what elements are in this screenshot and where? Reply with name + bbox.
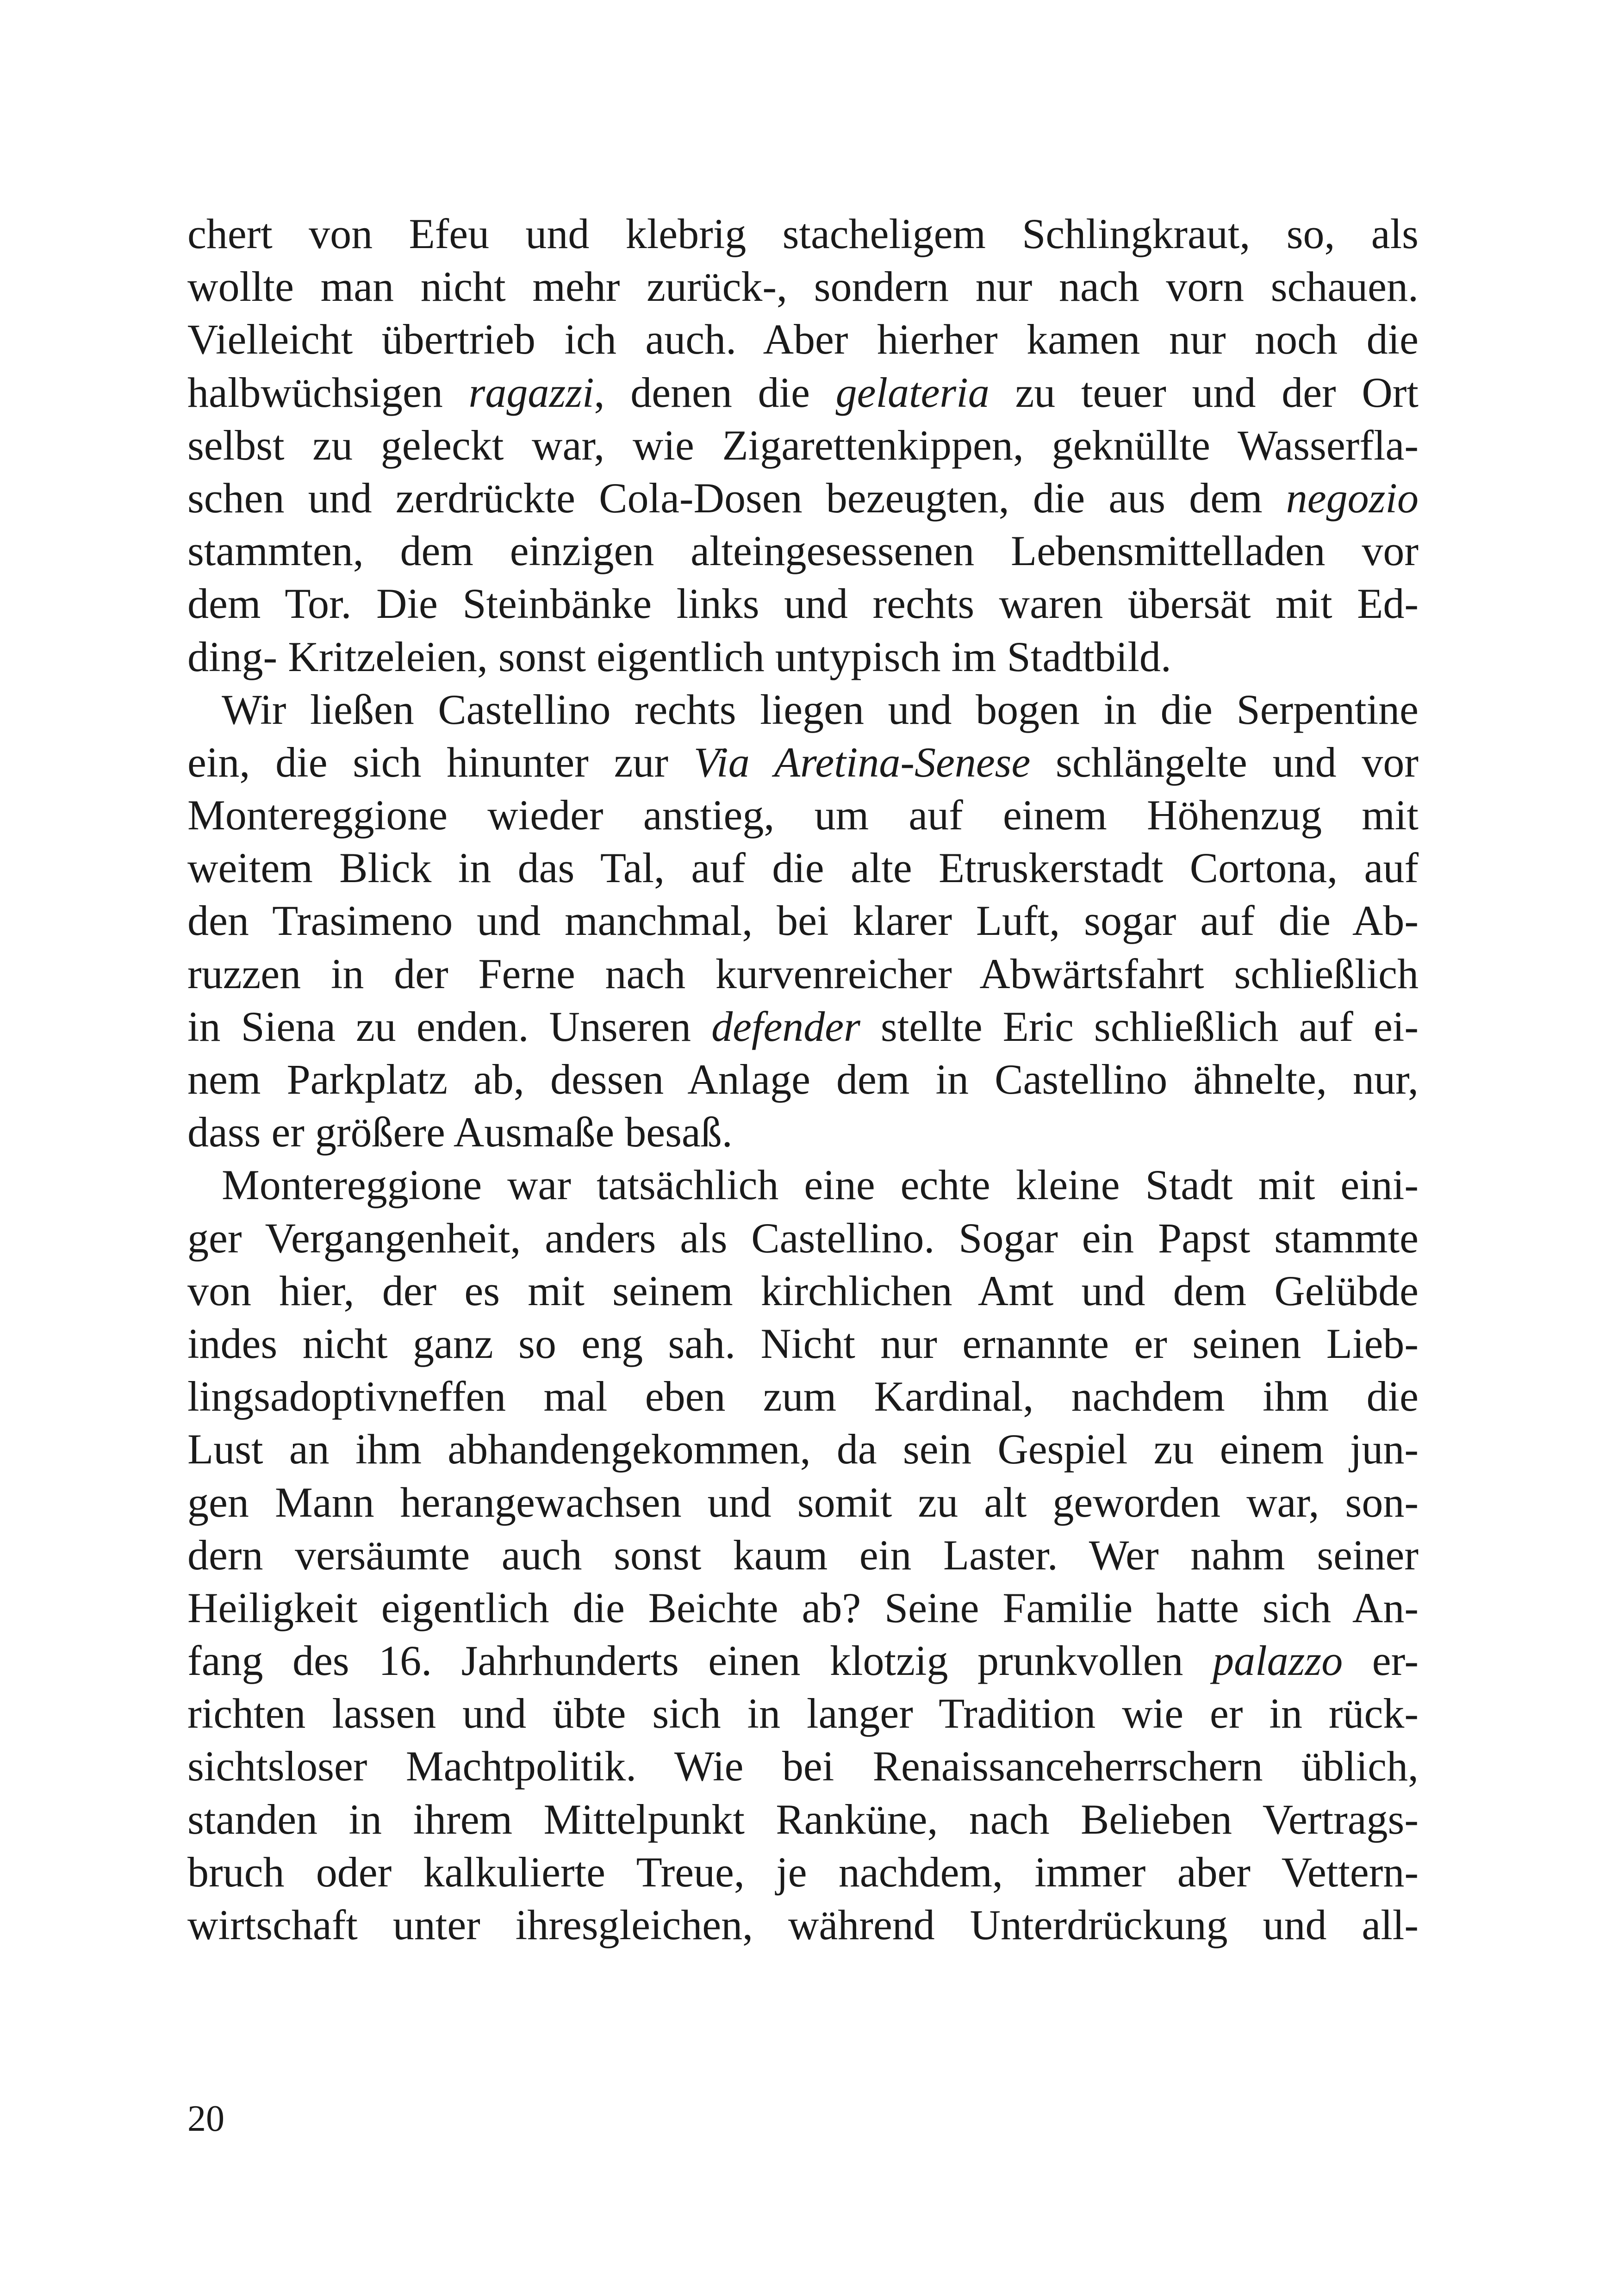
text-line [187,260,1419,313]
text-line [187,947,1419,1000]
text-segment: ding- Kritzeleien, sonst eigentlich untypisch im Stadtbild. [187,633,1171,680]
text-line [187,366,1419,419]
text-segment: schen und zerdrückte Cola-Dosen bezeugten, die aus dem [187,474,1286,522]
text-segment: wollte man nicht mehr zurück-, sondern nur nach vorn schauen. [187,263,1419,311]
text-segment: stammten, dem einzigen alteingesessenen Lebensmittelladen vor [187,527,1419,575]
text-segment: nem Parkplatz ab, dessen Anlage dem in Castellino ähnelte, nur, [187,1056,1419,1103]
text-segment: selbst zu geleckt war, wie Zigarettenkippen, geknüllte Wasserfla- [187,421,1419,469]
page-number: 20 [187,2098,224,2139]
italic-text: Via Aretina-Senese [693,738,1031,786]
text-segment: richten lassen und übte sich in langer Tradition wie er in rück- [187,1690,1419,1737]
text-line [187,577,1419,630]
text-line [187,1106,1419,1158]
text-segment: Montereggione war tatsächlich eine echte kleine Stadt mit eini- [222,1161,1419,1209]
text-segment: den Trasimeno und manchmal, bei klarer Luft, sogar auf die Ab- [187,897,1419,945]
text-segment: Montereggione wieder anstieg, um auf einem Höhenzug mit [187,791,1419,839]
text-line [187,313,1419,366]
text-segment: , denen die [594,368,836,416]
text-line [187,1370,1419,1423]
text-segment: er- [1343,1637,1419,1685]
paragraph [187,207,1419,683]
text-line [187,1158,1419,1211]
italic-text: ragazzi [468,368,594,416]
text-segment: Lust an ihm abhandengekommen, da sein Gespiel zu einem jun- [187,1425,1419,1473]
text-line [187,1740,1419,1792]
text-segment: gen Mann herangewachsen und somit zu alt geworden war, son- [187,1478,1419,1526]
text-line [187,524,1419,577]
text-line [187,1581,1419,1634]
text-line [187,1529,1419,1581]
text-line [187,472,1419,524]
text-segment: dern versäumte auch sonst kaum ein Laster. Wer nahm seiner [187,1531,1419,1579]
text-segment: weitem Blick in das Tal, auf die alte Etruskerstadt Cortona, auf [187,844,1419,892]
text-line [187,1793,1419,1846]
text-line [187,1053,1419,1106]
text-segment: von hier, der es mit seinem kirchlichen Amt und dem Gelübde [187,1267,1419,1314]
text-segment: chert von Efeu und klebrig stacheligem Schlingkraut, so, als [187,210,1419,257]
text-segment: stellte Eric schließlich auf ei- [860,1002,1419,1050]
text-line [187,1264,1419,1317]
italic-text: defender [711,1002,860,1050]
text-line [187,789,1419,841]
text-segment: Wir ließen Castellino rechts liegen und bogen in die Serpentine [222,685,1419,733]
text-segment: ger Vergangenheit, anders als Castellino. Sogar ein Papst stammte [187,1214,1419,1262]
body-text [187,207,1419,1951]
text-segment: wirtschaft unter ihresgleichen, während Unterdrückung und all- [187,1901,1419,1948]
text-line [187,1212,1419,1264]
text-segment: zu teuer und der Ort [989,368,1419,416]
text-segment: standen in ihrem Mittelpunkt Ranküne, nach Belieben Vertrags- [187,1795,1419,1843]
text-line [187,1476,1419,1529]
italic-text: gelateria [835,368,989,416]
text-segment: fang des 16. Jahrhunderts einen klotzig prunkvollen [187,1637,1213,1685]
paragraph [187,1158,1419,1951]
text-segment: sichtsloser Machtpolitik. Wie bei Renaissanceherrschern üblich, [187,1742,1419,1790]
text-line [187,1846,1419,1898]
text-line [187,1634,1419,1687]
text-segment: lingsadoptivneffen mal eben zum Kardinal, nachdem ihm die [187,1373,1419,1420]
paragraph [187,683,1419,1159]
text-segment: ein, die sich hinunter zur [187,738,694,786]
text-segment: halbwüchsigen [187,368,469,416]
text-segment: bruch oder kalkulierte Treue, je nachdem, immer aber Vettern- [187,1848,1419,1896]
text-line [187,1000,1419,1053]
text-line [187,736,1419,789]
text-line [187,1687,1419,1740]
text-line [187,683,1419,736]
text-segment: indes nicht ganz so eng sah. Nicht nur ernannte er seinen Lieb- [187,1319,1419,1367]
text-segment: in Siena zu enden. Unseren [187,1002,712,1050]
text-segment: Vielleicht übertrieb ich auch. Aber hierher kamen nur noch die [187,316,1419,363]
text-line [187,894,1419,947]
text-segment: ruzzen in der Ferne nach kurvenreicher Abwärtsfahrt schließlich [187,950,1419,997]
text-line [187,1898,1419,1951]
text-line [187,1423,1419,1475]
text-segment: dass er größere Ausmaße besaß. [187,1108,733,1156]
italic-text: palazzo [1213,1637,1343,1685]
italic-text: negozio [1286,474,1419,522]
text-line [187,1317,1419,1370]
text-line [187,841,1419,894]
text-segment: dem Tor. Die Steinbänke links und rechts waren übersät mit Ed- [187,580,1419,628]
text-line [187,207,1419,260]
text-segment: schlängelte und vor [1030,738,1419,786]
text-segment: Heiligkeit eigentlich die Beichte ab? Seine Familie hatte sich An- [187,1584,1419,1631]
text-line [187,419,1419,472]
text-line [187,630,1419,683]
